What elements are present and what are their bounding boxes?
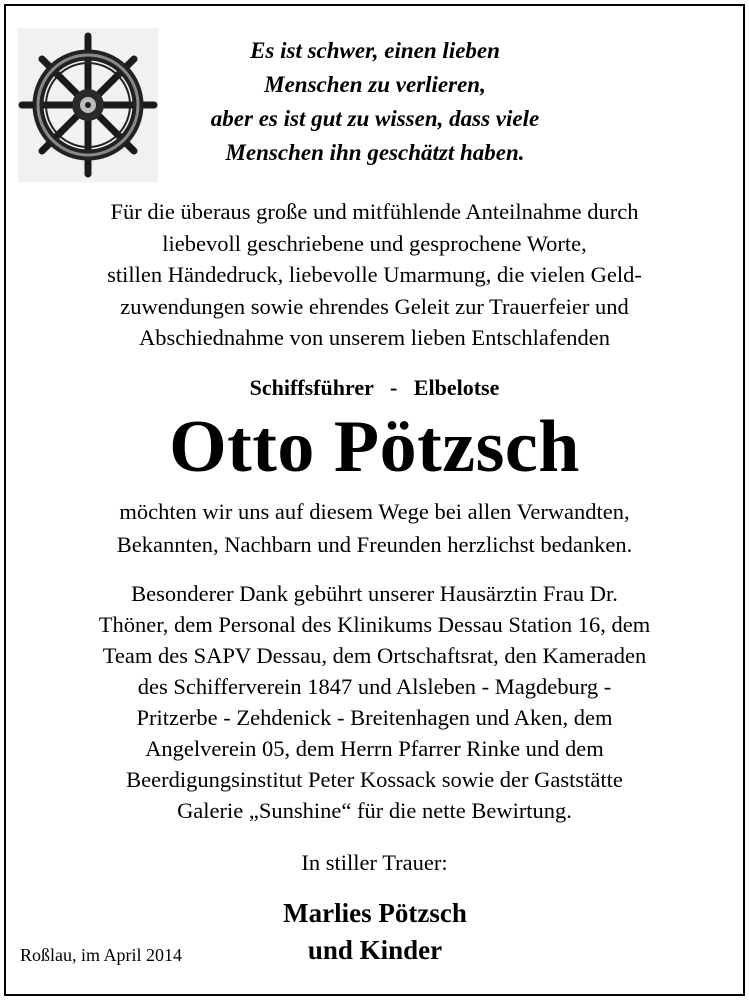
quote-line: Menschen ihn geschätzt haben.: [225, 140, 525, 165]
text-line: Abschiednahme von unserem lieben Entschlafenden: [138, 325, 611, 350]
deceased-title: Schiffsführer - Elbelotse: [249, 375, 500, 400]
deceased-name: Otto Pötzsch: [169, 406, 580, 488]
text-line: Besonderer Dank gebührt unserer Hausärztin Frau Dr.: [131, 581, 618, 606]
text-line: des Schifferverein 1847 und Alsleben - Magdeburg -: [137, 674, 612, 699]
thanks-intro: [12, 196, 737, 354]
signers: [250, 895, 500, 969]
text-line: zuwendungen sowie ehrendes Geleit zur Trauerfeier und: [120, 293, 629, 319]
text-line: Angelverein 05, dem Herrn Pfarrer Rinke und dem: [145, 736, 604, 761]
text-line: Galerie „Sunshine“ für die nette Bewirtung.: [177, 798, 572, 823]
text-line: Beerdigungsinstitut Peter Kossack sowie der Gaststätte: [126, 767, 623, 792]
thanks-closing: [12, 495, 737, 561]
quote-block: [160, 34, 590, 170]
special-thanks: [12, 578, 737, 826]
ship-wheel-icon: [18, 28, 158, 182]
text-line: Pritzerbe - Zehdenick - Breitenhagen und Aken, dem: [136, 705, 613, 730]
place-date: Roßlau, im April 2014: [20, 945, 182, 965]
text-line: Thöner, dem Personal des Klinikums Dessau Station 16, dem: [98, 612, 651, 637]
text-line: Für die überaus große und mitfühlende Anteilnahme durch: [110, 199, 639, 224]
quote-line: aber es ist gut zu wissen, dass viele: [210, 106, 540, 131]
text-line: Bekannten, Nachbarn und Freunden herzlichst bedanken.: [116, 532, 633, 557]
mourning-label: In stiller Trauer:: [301, 850, 448, 875]
text-line: liebevoll geschriebene und gesprochene Worte,: [162, 230, 587, 256]
text-line: Team des SAPV Dessau, dem Ortschaftsrat, den Kameraden: [102, 643, 647, 668]
text-line: stillen Händedruck, liebevolle Umarmung, die vielen Geld-: [107, 262, 642, 287]
quote-line: Menschen zu verlieren,: [264, 72, 486, 97]
quote-line: Es ist schwer, einen lieben: [250, 38, 500, 63]
text-line: möchten wir uns auf diesem Wege bei allen Verwandten,: [119, 499, 630, 524]
signer-name: Marlies Pötzsch: [283, 898, 467, 928]
signer-name: und Kinder: [307, 935, 443, 965]
